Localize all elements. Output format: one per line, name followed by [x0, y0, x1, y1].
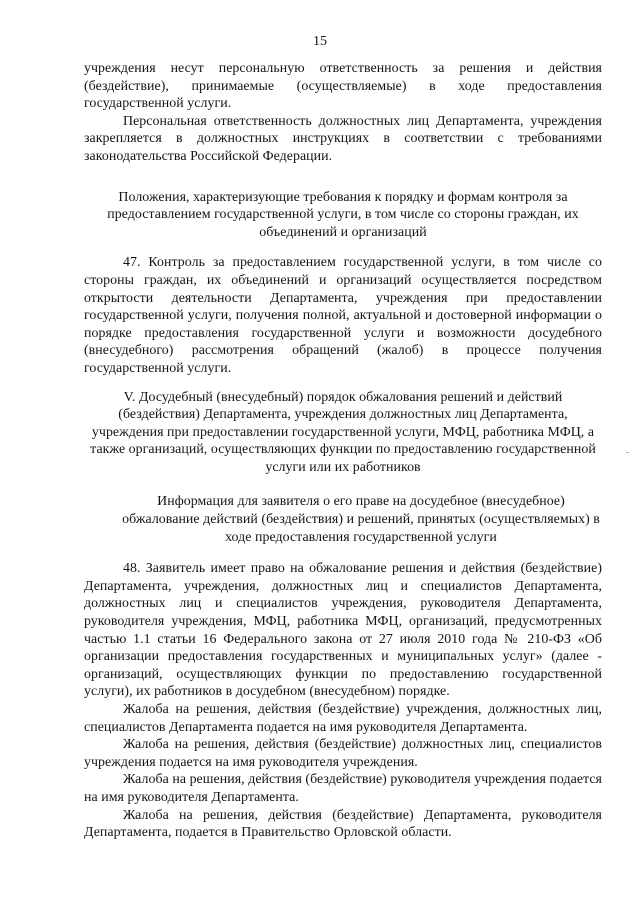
paragraph-complaint-department: Жалоба на решения, действия (бездействие) учреждения, должностных лиц, специалистов Департамента подается на имя руководителя Департамента.: [84, 702, 602, 735]
paragraph-47: 47. Контроль за предоставлением государственной услуги, в том числе со стороны граждан, их объединений и организаций осуществляется посредством открытости деятельности Департамента, учреждения при предоставлении государственной услуги, получения полной, актуальной и достоверной информации о порядке предоставления государственной услуги и возможности досудебного (внесудебного) рассмотрения обращений (жалоб) в процессе получения государственной услуги.: [84, 255, 602, 376]
paragraph-responsibility: учреждения несут персональную ответственность за решения и действия (бездействие), принимаемые (осуществляемые) в ходе предоставления государственной услуги.: [84, 61, 602, 112]
paragraph-48: 48. Заявитель имеет право на обжалование решения и действия (бездействие) Департамента, учреждения, должностных лиц и специалистов Департамента, должностных лиц и специалистов учреждения, руководителя Департамента, руководителя учреждения, МФЦ, работника МФЦ, организаций, предусмотренных частью 1.1 статьи 16 Федерального закона от 27 июля 2010 года № 210-ФЗ «Об организации предоставления государственных и муниципальных услуг» (далее - организаций, осуществляющих функции по предоставлению государственной услуги), их работников в досудебном (внесудебном) порядке.: [84, 561, 602, 700]
section-heading-v: V. Досудебный (внесудебный) порядок обжалования решений и действий (бездействия) Департамента, учреждения должностных лиц Департамента, учреждения при предоставлении государственной услуги, МФЦ, работника МФЦ, а также организаций, осуществляющих функции по предоставлению государственной услуги или их работников: [90, 389, 596, 475]
paragraph-complaint-institution: Жалоба на решения, действия (бездействие) должностных лиц, специалистов учреждения подается на имя руководителя учреждения.: [84, 737, 602, 770]
section-heading-control: Положения, характеризующие требования к порядку и формам контроля за предоставлением государственной услуги, в том числе со стороны граждан, их объединений и организаций: [107, 189, 579, 240]
paragraph-personal-responsibility: Персональная ответственность должностных лиц Департамента, учреждения закрепляется в должностных инструкциях в соответствии с требованиями законодательства Российской Федерации.: [84, 113, 602, 164]
paragraph-complaint-government: Жалоба на решения, действия (бездействие) Департамента, руководителя Департамента, подается в Правительство Орловской области.: [84, 807, 602, 841]
subsection-heading-info: Информация для заявителя о его праве на досудебное (внесудебное) обжалование действий (бездействия) и решений, принятых (осуществляемых) в ходе предоставления государственной услуги: [122, 494, 600, 545]
document-body: [84, 60, 602, 842]
scan-mark: [626, 452, 629, 453]
paragraph-complaint-head-institution: Жалоба на решения, действия (бездействие) руководителя учреждения подается на имя руководителя Департамента.: [84, 772, 602, 805]
page-number: 15: [313, 34, 327, 49]
